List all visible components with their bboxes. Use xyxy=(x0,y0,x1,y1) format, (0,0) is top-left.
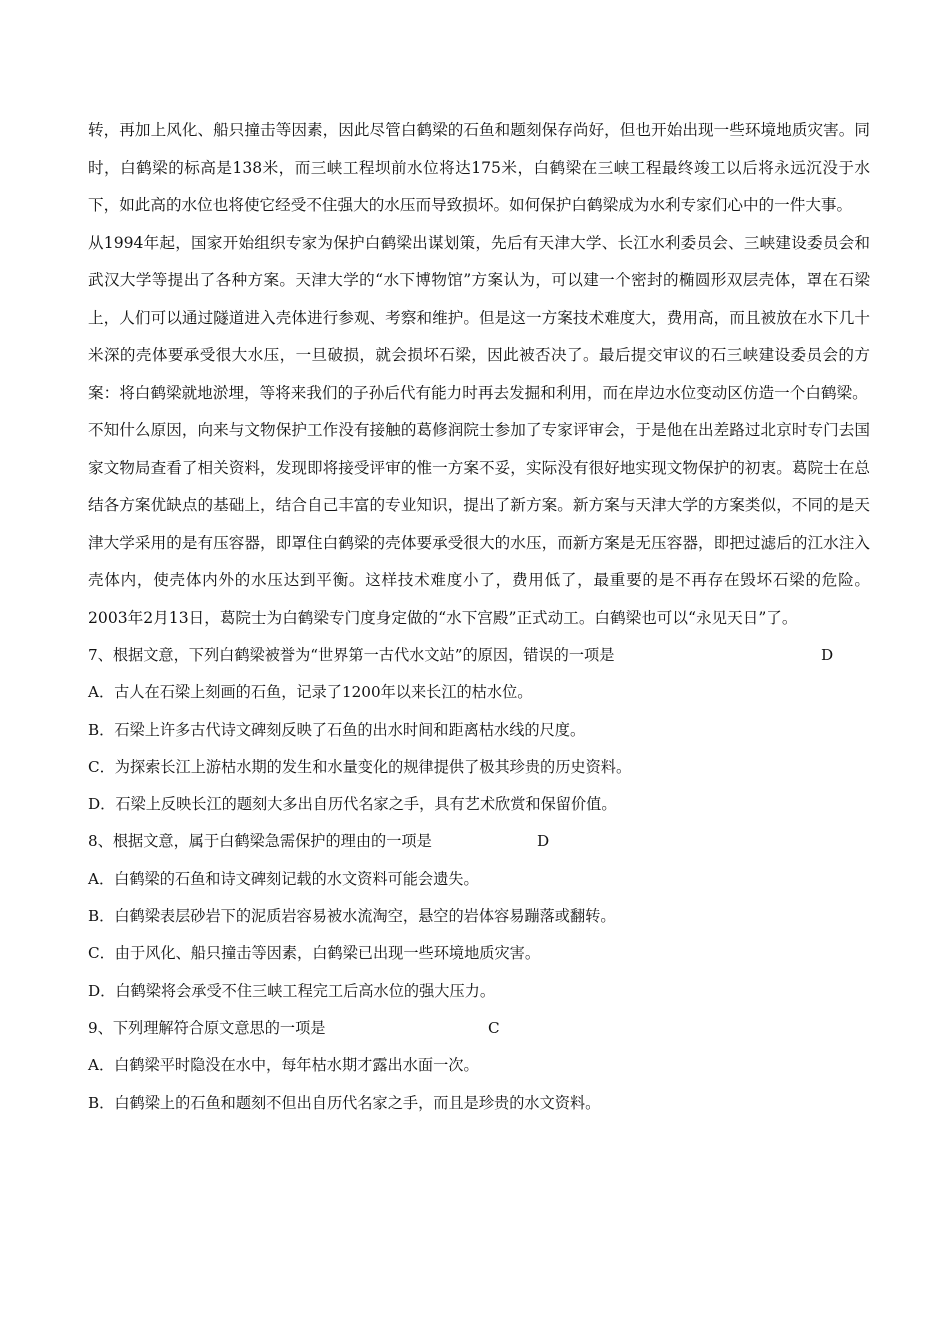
question-stem: 7、根据文意，下列白鹤梁被誉为“世界第一古代水文站”的原因，错误的一项是 xyxy=(88,646,615,664)
option-d: D．白鹤梁将会承受不住三峡工程完工后高水位的强大压力。 xyxy=(88,981,496,1000)
paragraph-1 xyxy=(88,112,870,225)
paragraph-text: 从1994年起，国家开始组织专家为保护白鹤梁出谋划策，先后有天津大学、长江水利委员会、三峡建设委员会和武汉大学等提出了各种方案。天津大学的“水下博物馆”方案认为，可以建一个密封的椭圆形双层壳体，罩在石梁上，人们可以通过隧道进入壳体进行参观、考察和维护。但是这一方案技术难度大，费用高，而且被放在水下几十米深的壳体要承受很大水压，一旦破损，就会损坏石梁，因此被否决了。最后提交审议的石三峡建设委员会的方案：将白鹤梁就地淤埋，等将来我们的子孙后代有能力时再去发掘和利用，而在岸边水位变动区仿造一个白鹤梁。 xyxy=(88,233,870,402)
option-b: B．石梁上许多古代诗文碑刻反映了石鱼的出水时间和距离枯水线的尺度。 xyxy=(88,720,586,739)
document-page xyxy=(88,112,870,1122)
question-8 xyxy=(88,823,870,1009)
question-answer: C xyxy=(488,1018,500,1037)
question-stem-row xyxy=(88,1010,870,1047)
question-answer: D xyxy=(537,832,550,851)
option-c: C．为探索长江上游枯水期的发生和水量变化的规律提供了极其珍贵的历史资料。 xyxy=(88,757,632,776)
paragraph-text: 不知什么原因，向来与文物保护工作没有接触的葛修润院士参加了专家评审会，于是他在出差路过北京时专门去国家文物局查看了相关资料，发现即将接受评审的惟一方案不妥，实际没有很好地实现文物保护的初衷。葛院士在总结各方案优缺点的基础上，结合自己丰富的专业知识，提出了新方案。新方案与天津大学的方案类似，不同的是天津大学采用的是有压容器，即罩住白鹤梁的壳体要承受很大的水压，而新方案是无压容器，即把过滤后的江水注入壳体内，使壳体内外的水压达到平衡。这样技术难度小了，费用低了，最重要的是不再存在毁坏石梁的危险。2003年2月13日，葛院士为白鹤梁专门度身定做的“水下宫殿”正式动工。白鹤梁也可以“永见天日”了。 xyxy=(88,421,870,627)
option-a: A．古人在石梁上刻画的石鱼，记录了1200年以来长江的枯水位。 xyxy=(88,683,533,702)
option-a: A．白鹤梁平时隐没在水中，每年枯水期才露出水面一次。 xyxy=(88,1056,479,1075)
option-b: B．白鹤梁上的石鱼和题刻不但出自历代名家之手，而且是珍贵的水文资料。 xyxy=(88,1093,601,1112)
question-stem-row xyxy=(88,823,870,860)
question-9 xyxy=(88,1010,870,1122)
question-stem-row xyxy=(88,637,870,674)
paragraph-2 xyxy=(88,225,870,413)
question-stem: 9、下列理解符合原文意思的一项是 xyxy=(88,1018,326,1037)
option-d: D．石梁上反映长江的题刻大多出自历代名家之手，具有艺术欣赏和保留价值。 xyxy=(88,795,617,814)
option-c: C．由于风化、船只撞击等因素，白鹤梁已出现一些环境地质灾害。 xyxy=(88,944,541,963)
question-stem: 8、根据文意，属于白鹤梁急需保护的理由的一项是 xyxy=(88,832,432,851)
option-b: B．白鹤梁表层砂岩下的泥质岩容易被水流淘空，悬空的岩体容易蹦落或翻转。 xyxy=(88,907,616,926)
question-answer: D xyxy=(821,646,834,664)
paragraph-3 xyxy=(88,412,870,637)
paragraph-text: 转，再加上风化、船只撞击等因素，因此尽管白鹤梁的石鱼和题刻保存尚好，但也开始出现一些环境地质灾害。同时，白鹤梁的标高是138米，而三峡工程坝前水位将达175米，白鹤梁在三峡工程最终竣工以后将永远沉没于水下，如此高的水位也将使它经受不住强大的水压而导致损坏。如何保护白鹤梁成为水利专家们心中的一件大事。 xyxy=(88,121,870,214)
question-7 xyxy=(88,637,870,823)
option-a: A．白鹤梁的石鱼和诗文碑刻记载的水文资料可能会遗失。 xyxy=(88,869,479,888)
